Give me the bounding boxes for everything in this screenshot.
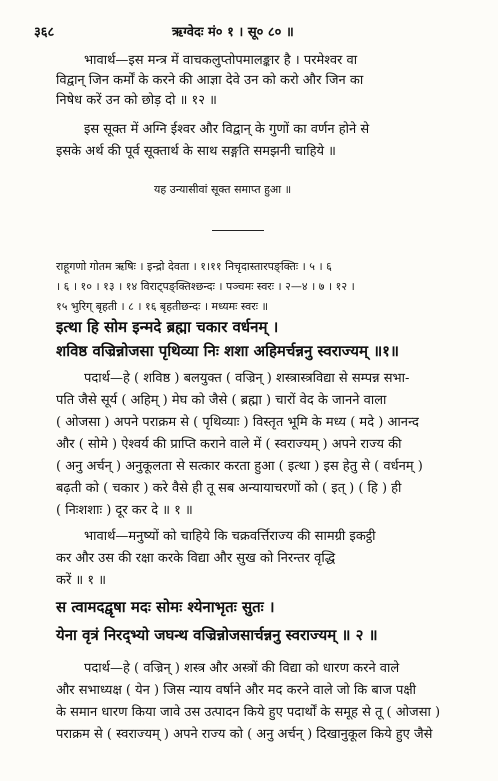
summary-line: इस सूक्त में अग्नि ईश्वर और विद्वान् के गुणों का वर्णन होने से <box>84 122 370 137</box>
sukta-end-note: यह उन्यासीवां सूक्त समाप्त हुआ ॥ <box>154 183 292 196</box>
bhavartha-line: कर और उस की रक्षा करके विद्या और सुख को निरन्तर वृद्धि <box>56 551 336 566</box>
padartha-line: ( ओजसा ) अपने पराक्रम से ( पृथिव्याः ) विस्तृत भूमि के मध्य ( मदे ) आनन्द <box>56 415 419 430</box>
padartha-line: और सभाध्यक्ष ( येन ) जिस न्याय वर्षाने और मद करने वाले जो कि बाज पक्षी <box>56 683 417 698</box>
padartha-line: पराक्रम से ( स्वराज्यम् ) अपने राज्य को ( अनु अर्चन् ) दिखानुकूल किये हुए जैसे <box>56 727 433 742</box>
bhavartha-line: भावार्थ—मनुष्यों को चाहिये कि चक्रवर्त्तिराज्य की सामग्री इकट्ठी <box>84 529 376 544</box>
page-number: ३६८ <box>34 25 55 40</box>
mantra-line: स त्वामदद्वृषा मदः सोमः श्येनाभृतः सुतः । <box>56 598 275 616</box>
padartha-line: ( अनु अर्चन् ) अनुकूलता से सत्कार करता हुआ ( इत्था ) इस हेतु से ( वर्धनम् ) <box>56 459 423 474</box>
bhavartha-line: निषेध करें उन को छोड़ दो ॥ १२ ॥ <box>56 93 217 108</box>
running-header: ऋग्वेदः मं० १ । सू० ८० ॥ <box>172 25 294 40</box>
padartha-line: पदार्थ—हे ( शविष्ठ ) बलयुक्त ( वज्रिन् ) शस्त्रास्त्रविद्या से सम्पन्न सभा- <box>84 371 410 386</box>
intro-line: १५ भुरिग् बृहती । ८ । १६ बृहतीछन्दः । मध्यमः स्वरः ॥ <box>56 300 269 313</box>
padartha-line: ( निःशशाः ) दूर कर दे ॥ १ ॥ <box>56 503 193 518</box>
padartha-line: पति जैसे सूर्य ( अहिम् ) मेघ को जैसे ( ब्रह्मा ) चारों वेद के जानने वाला <box>56 393 387 408</box>
padartha-line: और ( सोमे ) ऐश्वर्य की प्राप्ति कराने वाले में ( स्वराज्यम् ) अपने राज्य की <box>56 437 402 452</box>
mantra-line: शविष्ठ वज्रिन्नोजसा पृथिव्या निः शशा अहिमर्चन्ननु स्वराज्यम् ॥१॥ <box>56 342 399 360</box>
padartha-line: के समान धारण किया जावे उस उत्पादन किये हुए पदार्थों के समूह से तू ( ओजसा ) <box>56 705 441 720</box>
bhavartha-line: करें ॥ १ ॥ <box>56 573 107 588</box>
mantra-line: इत्था हि सोम इन्मदे ब्रह्मा चकार वर्धनम् । <box>56 318 279 336</box>
bhavartha-line: भावार्थ—इस मन्त्र में वाचकलुप्तोपमालङ्कार है । परमेश्वर वा <box>84 53 358 68</box>
section-divider <box>212 230 264 231</box>
intro-line: राहूगणो गोतम ऋषिः । इन्द्रो देवता । १।११ निचृदास्तारपङ्क्तिः । ५ । ६ <box>56 260 332 273</box>
padartha-line: पदार्थ—हे ( वज्रिन् ) शस्त्र और अस्त्रों की विद्या को धारण करने वाले <box>84 661 400 676</box>
summary-line: इसके अर्थ की पूर्व सूक्तार्थ के साथ सङ्गति समझनी चाहिये ॥ <box>56 144 336 159</box>
padartha-line: बढ़ती को ( चकार ) करे वैसे ही तू सब अन्यायाचरणों को ( इत् ) ( हि ) ही <box>56 481 402 496</box>
intro-line: । ६ । १० । १३ । १४ विराट्पङ्क्तिश्छन्दः । पञ्चमः स्वरः । २—४ । ७ । १२ । <box>56 280 355 293</box>
bhavartha-line: विद्वान् जिन कर्मों के करने की आज्ञा देवे उन को करो और जिन का <box>56 73 364 88</box>
mantra-line: येना वृत्रं निरद्भ्यो जघन्थ वज्रिन्नोजसार्चन्ननु स्वराज्यम् ॥ २ ॥ <box>56 626 378 644</box>
